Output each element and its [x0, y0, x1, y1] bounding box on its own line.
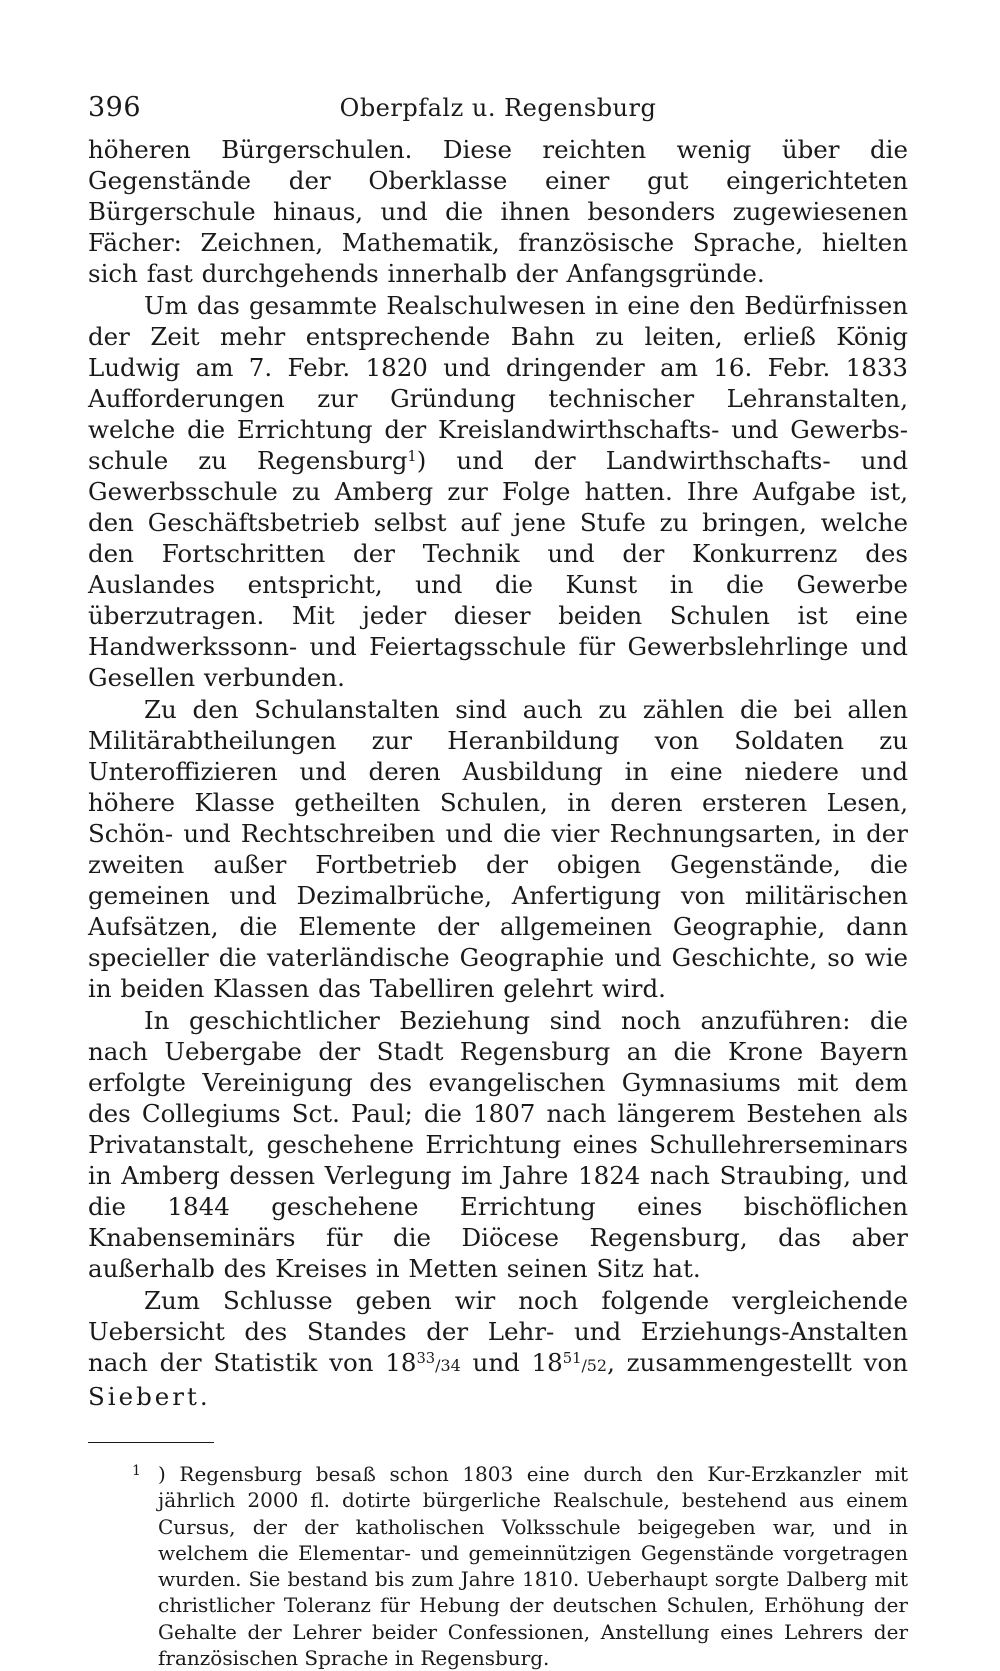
paragraph-1: höheren Bürgerschulen. Diese reichten wenig über die Gegenstände der Oberklasse einer gut eingerichteten Bürgerschule hinaus, und die ihnen besonders zugewiesenen Fächer: Zeichnen, Mathematik, französische Sprache, hielten sich fast durchgehends innerhalb der Anfangsgründe.: [88, 135, 908, 288]
year-fraction-1-sub: /34: [435, 1356, 461, 1375]
paragraph-5-compiled: , zusammengestellt von: [607, 1348, 908, 1377]
paragraph-2-text-continued: ) und der Landwirthschafts- und Gewerbsschule zu Amberg zur Folge hatten. Ihre Aufgabe ist, den Geschäftsbetrieb selbst auf jene Stufe zu bringen, welche den Fortschritten der Technik und der Konkurrenz des Auslandes entspricht, und die Kunst in die Gewerbe überzutragen. Mit jeder dieser beiden Schulen ist eine Handwerkssonn- und Feiertagsschule für Gewerbslehrlinge und Gesellen verbunden.: [88, 446, 908, 692]
footnote-marker: 1: [132, 1463, 141, 1479]
body-text: [88, 134, 908, 1412]
paragraph-5-end: .: [199, 1382, 208, 1411]
year-fraction-2-sub: /52: [581, 1356, 608, 1375]
year-fraction-2-sup: 51: [562, 1349, 582, 1367]
paragraph-3: Zu den Schulanstalten sind auch zu zählen die bei allen Militärabtheilungen zur Heranbildung von Soldaten zu Unteroffizieren und deren Ausbildung in eine niedere und höhere Klasse getheilten Schulen, in deren ersteren Lesen, Schön- und Rechtschreiben und die vier Rechnungsarten, in der zweiten außer Fortbetrieb der obigen Gegenstände, die gemeinen und Dezimalbrüche, Anfertigung von militärischen Aufsätzen, die Elemente der allgemeinen Geographie, dann specieller die vaterländische Geographie und Geschichte, so wie in beiden Klassen das Tabelliren gelehrt wird.: [88, 695, 908, 1003]
page: [88, 88, 908, 1671]
paragraph-2: [88, 290, 908, 693]
footnote-reference[interactable]: 1: [407, 447, 417, 465]
footnote-divider: [88, 1442, 214, 1443]
running-head: [88, 88, 908, 132]
author-name: Siebert: [88, 1382, 200, 1411]
paragraph-5: [88, 1285, 908, 1412]
paragraph-5-text: Zum Schlusse geben wir noch folgende vergleichende Uebersicht des Standes der Lehr- und Erziehungs-Anstalten nach der Statistik von 18: [88, 1286, 908, 1377]
footnote-text: ) Regensburg besaß schon 1803 eine durch den Kur-Erzkanzler mit jährlich 2000 fl. dotirte bürgerliche Realschule, bestehend aus einem Cursus, der der katholischen Volksschule beigegeben war, und in welchem die Elementar- und gemeinnützigen Gegenstände vorgetragen wurden. Sie bestand bis zum Jahre 1810. Ueberhaupt sorgte Dalberg mit christlicher Toleranz für Hebung der deutschen Schulen, Erhöhung der Gehalte der Lehrer beider Confessionen, Anstellung eines Lehrers der französischen Sprache in Regensburg.: [158, 1462, 908, 1671]
footnote: [88, 1461, 908, 1671]
year-fraction-1-sup: 33: [416, 1349, 436, 1367]
paragraph-4: In geschichtlicher Beziehung sind noch anzuführen: die nach Uebergabe der Stadt Regensburg an die Krone Bayern erfolgte Vereinigung des evangelischen Gymnasiums mit dem des Collegiums Sct. Paul; die 1807 nach längerem Bestehen als Privatanstalt, geschehene Errichtung eines Schullehrerseminars in Amberg dessen Verlegung im Jahre 1824 nach Straubing, und die 1844 geschehene Errichtung eines bischöflichen Knabenseminärs für die Diöcese Regensburg, das aber außerhalb des Kreises in Metten seinen Sitz hat.: [88, 1006, 908, 1283]
paragraph-2-text: Um das gesammte Realschulwesen in eine den Bedürfnissen der Zeit mehr entsprechende Bahn zu leiten, erließ König Ludwig am 7. Febr. 1820 und dringender am 16. Febr. 1833 Aufforderungen zur Gründung technischer Lehranstalten, welche die Errichtung der Kreislandwirthschafts- und Gewerbsschule zu Regensburg: [88, 291, 908, 475]
paragraph-5-and: und 18: [460, 1348, 563, 1377]
page-number: 396: [88, 92, 142, 123]
running-title: Oberpfalz u. Regensburg: [339, 94, 657, 122]
